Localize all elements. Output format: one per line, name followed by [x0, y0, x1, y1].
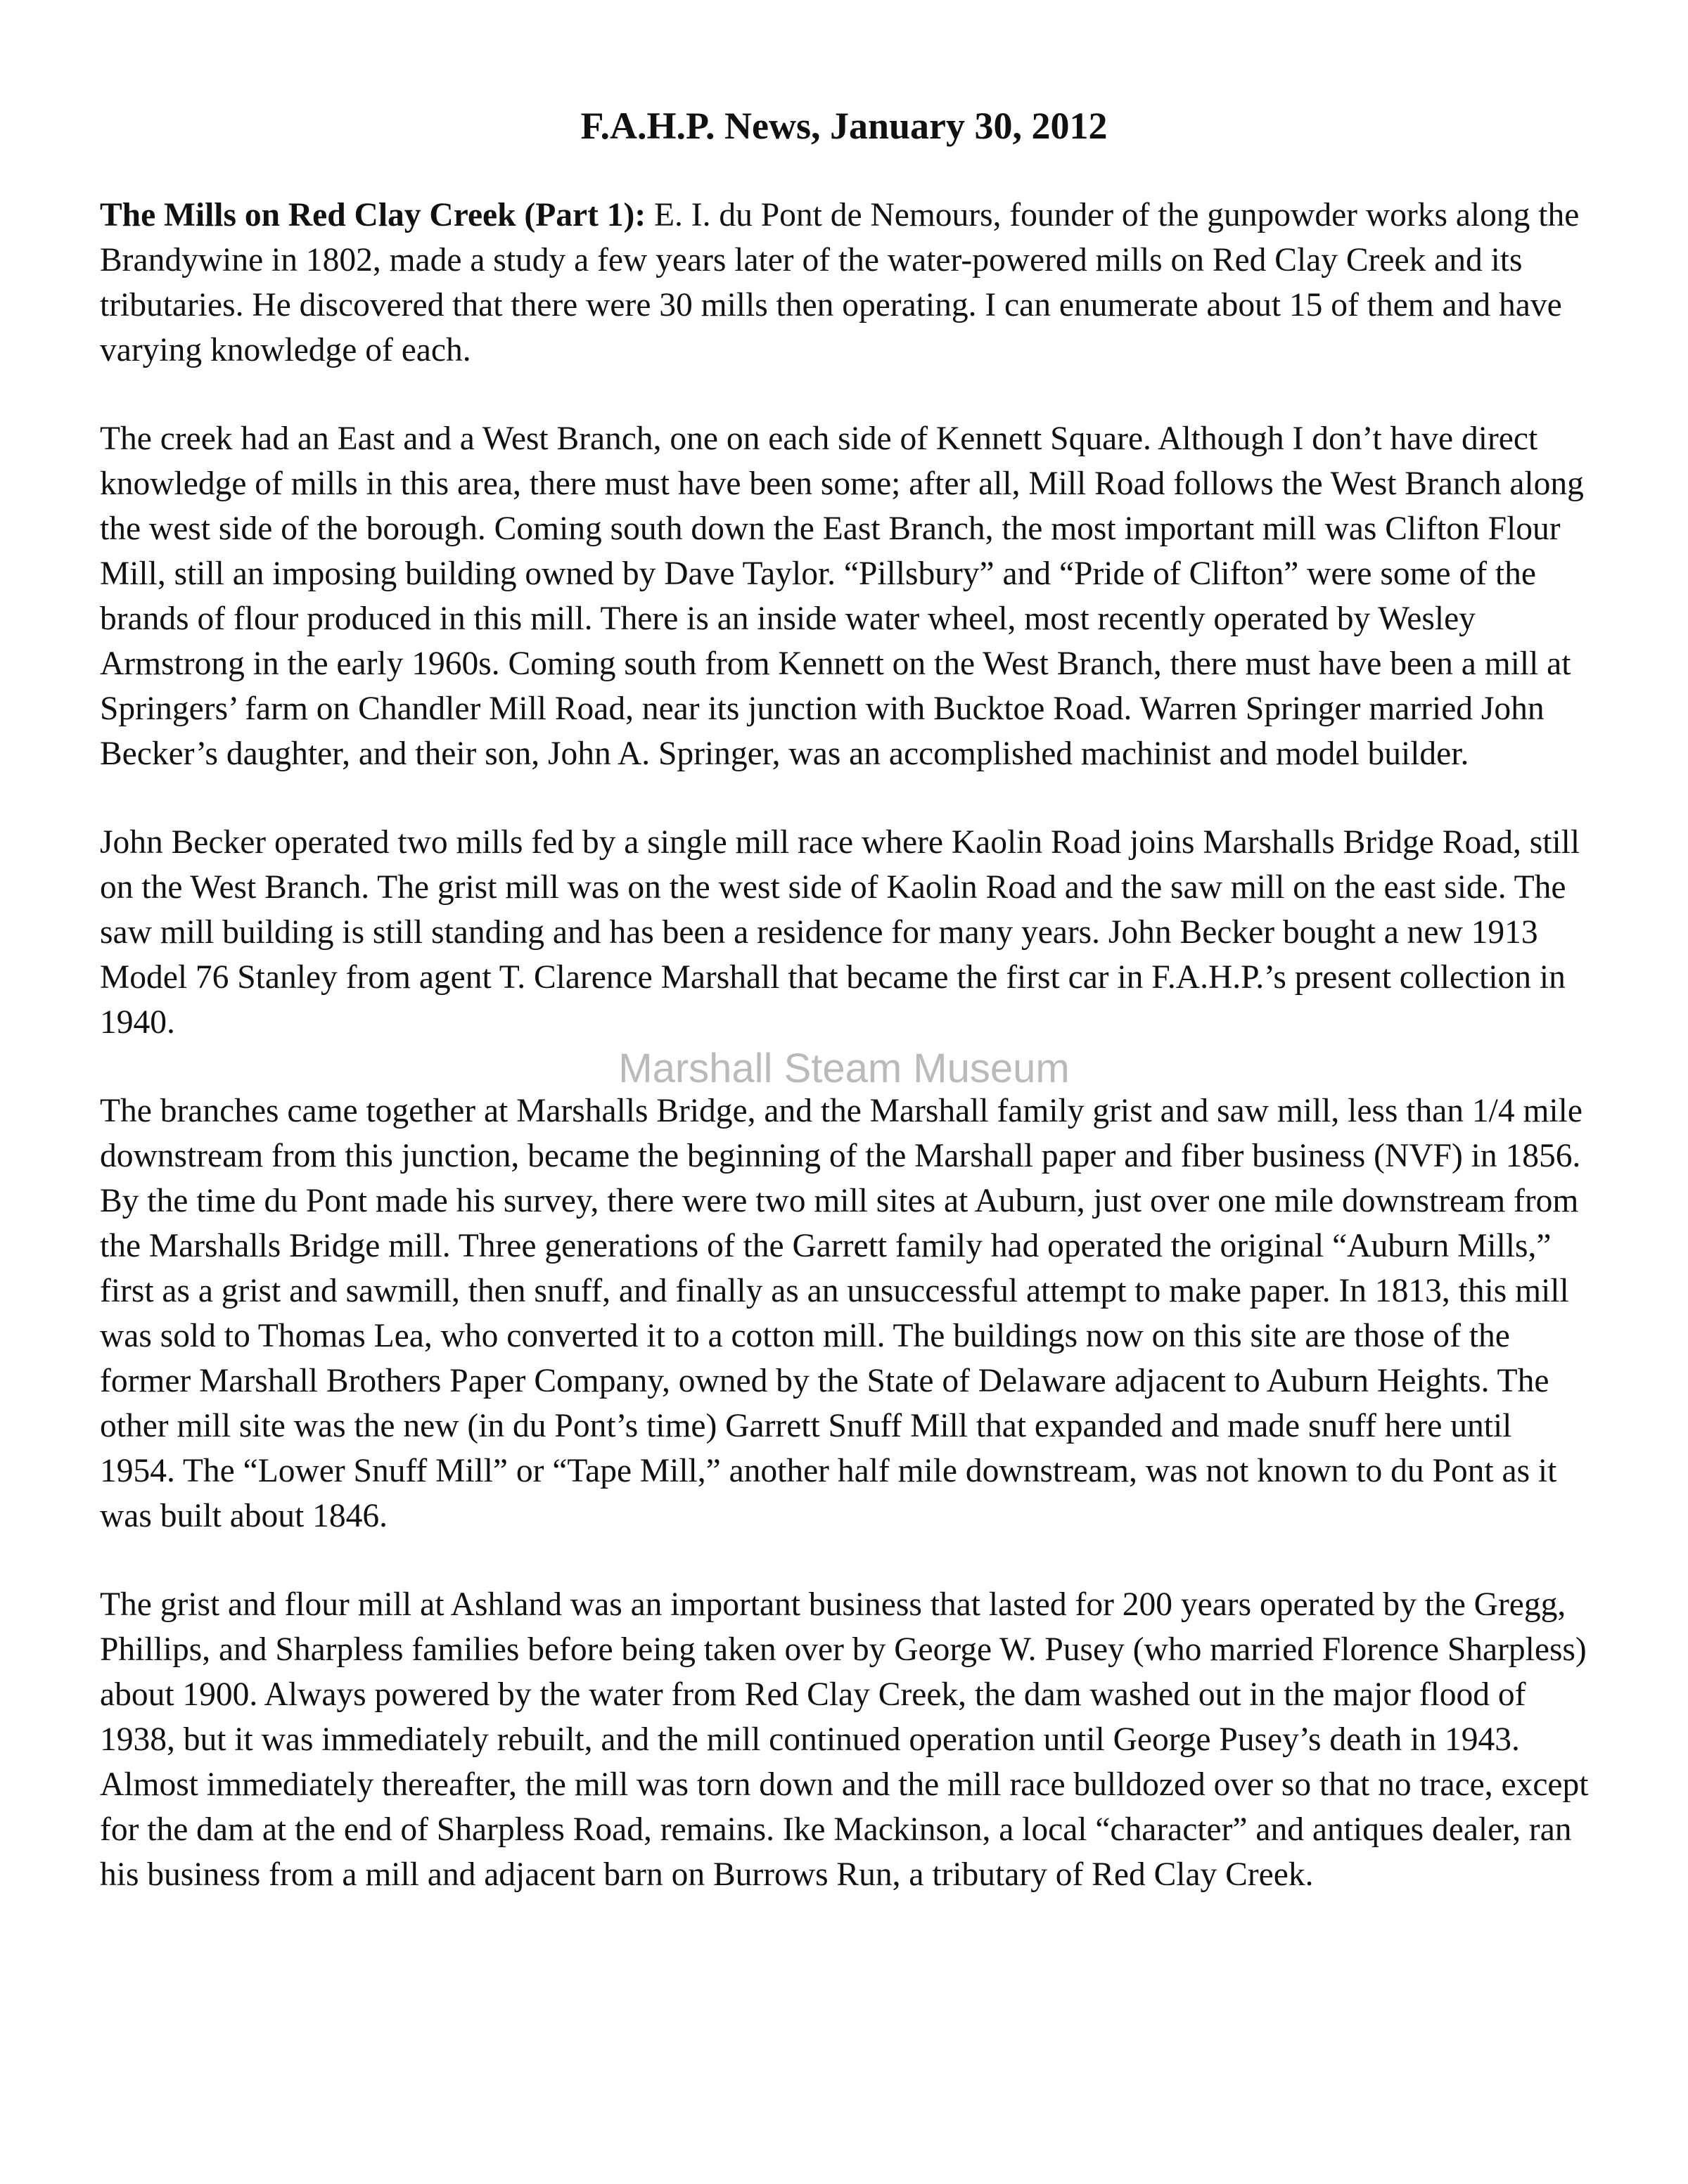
watermark: Marshall Steam Museum — [618, 1046, 1070, 1091]
page-title: F.A.H.P. News, January 30, 2012 — [580, 105, 1108, 147]
paragraph-5: The grist and flour mill at Ashland was an important business that lasted for 200 years operated by the Gregg, Phillips, and Sharpless families before being taken over by George W. Pusey (who married Florence Sharpless) about 1900. Always powered by the water from Red Clay Creek, the dam washed out in the major flood of 1938, but it was immediately rebuilt, and the mill continued operation until George Pusey’s death in 1943. Almost immediately thereafter, the mill was torn down and the mill race bulldozed over so that no trace, except for the dam at the end of Sharpless Road, remains. Ike Mackinson, a local “character” and antiques dealer, ran his business from a mill and adjacent barn on Burrows Run, a tributary of Red Clay Creek. — [100, 1586, 1589, 1893]
article-body — [100, 193, 1595, 1941]
paragraph-3: John Becker operated two mills fed by a single mill race where Kaolin Road joins Marshalls Bridge Road, still on the West Branch. The grist mill was on the west side of Kaolin Road and the saw mill on the east side. The saw mill building is still standing and has been a residence for many years. John Becker bought a new 1913 Model 76 Stanley from agent T. Clarence Marshall that became the first car in F.A.H.P.’s present collection in 1940. — [100, 824, 1580, 1041]
article-heading: The Mills on Red Clay Creek (Part 1): — [100, 197, 646, 233]
paragraph-2: The creek had an East and a West Branch, one on each side of Kennett Square. Although I don’t have direct knowledge of mills in this area, there must have been some; after all, Mill Road follows the West Branch along the west side of the borough. Coming south down the East Branch, the most important mill was Clifton Flour Mill, still an imposing building owned by Dave Taylor. “Pillsbury” and “Pride of Clifton” were some of the brands of flour produced in this mill. There is an inside water wheel, most recently operated by Wesley Armstrong in the early 1960s. Coming south from Kennett on the West Branch, there must have been a mill at Springers’ farm on Chandler Mill Road, near its junction with Bucktoe Road. Warren Springer married John Becker’s daughter, and their son, John A. Springer, was an accomplished machinist and model builder. — [100, 420, 1584, 772]
paragraph-1-text: E. I. du Pont de Nemours, founder of the gunpowder works along the Brandywine in 1802, made a study a few years later of the water-powered mills on Red Clay Creek and its tributaries. He discovered that there were 30 mills then operating. I can enumerate about 15 of them and have varying knowledge of each. — [100, 197, 1580, 368]
paragraph-4: The branches came together at Marshalls Bridge, and the Marshall family grist and saw mill, less than 1/4 mile downstream from this junction, became the beginning of the Marshall paper and fiber business (NVF) in 1856. By the time du Pont made his survey, there were two mill sites at Auburn, just over one mile downstream from the Marshalls Bridge mill. Three generations of the Garrett family had operated the original “Auburn Mills,” first as a grist and sawmill, then snuff, and finally as an unsuccessful attempt to make paper. In 1813, this mill was sold to Thomas Lea, who converted it to a cotton mill. The buildings now on this site are those of the former Marshall Brothers Paper Company, owned by the State of Delaware adjacent to Auburn Heights. The other mill site was the new (in du Pont’s time) Garrett Snuff Mill that expanded and made snuff here until 1954. The “Lower Snuff Mill” or “Tape Mill,” another half mile downstream, was not known to du Pont as it was built about 1846. — [100, 1093, 1582, 1534]
paragraph-1 — [100, 193, 1595, 373]
